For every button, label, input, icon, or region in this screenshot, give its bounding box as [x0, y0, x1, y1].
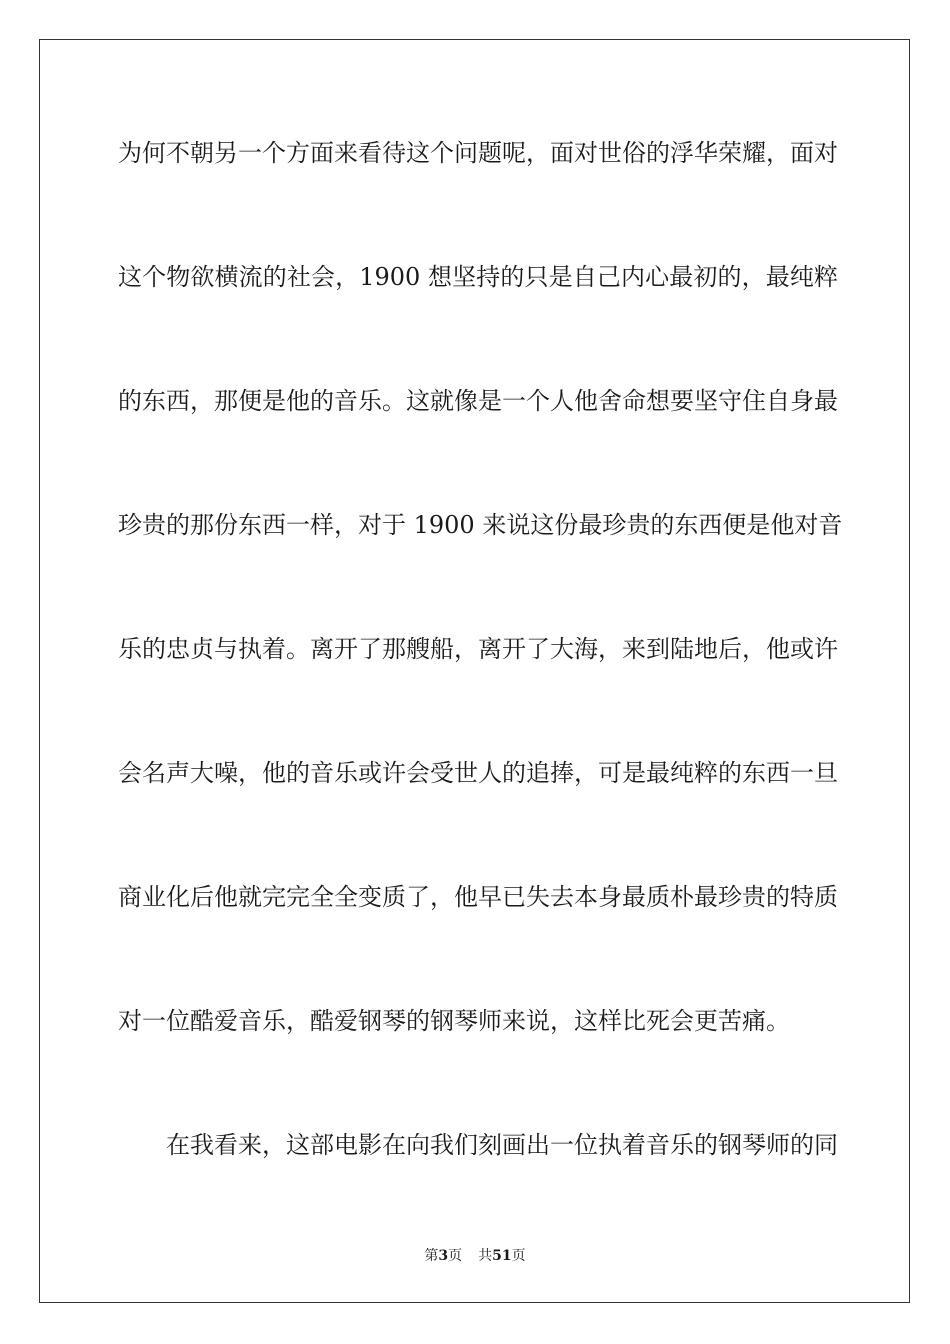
body-line-5: 乐的忠贞与执着。离开了那艘船，离开了大海，来到陆地后，他或许 [118, 635, 838, 663]
body-line-9: 在我看来，这部电影在向我们刻画出一位执着音乐的钢琴师的同 [166, 1131, 838, 1159]
page-border [39, 39, 910, 1303]
footer-page-suffix: 页 [448, 1248, 463, 1264]
footer-page-prefix: 第 [424, 1248, 439, 1264]
body-line-8: 对一位酷爱音乐，酷爱钢琴的钢琴师来说，这样比死会更苦痛。 [118, 1007, 790, 1035]
body-line-6: 会名声大噪，他的音乐或许会受世人的追捧，可是最纯粹的东西一旦 [118, 759, 838, 787]
body-line-2: 这个物欲横流的社会，1900 想坚持的只是自己内心最初的，最纯粹 [118, 263, 838, 291]
body-line-3: 的东西，那便是他的音乐。这就像是一个人他舍命想要坚守住自身最 [118, 387, 838, 415]
footer-total-pages: 51 [492, 1248, 512, 1264]
body-line-1: 为何不朝另一个方面来看待这个问题呢，面对世俗的浮华荣耀，面对 [118, 139, 838, 167]
body-line-4: 珍贵的那份东西一样，对于 1900 来说这份最珍贵的东西便是他对音 [118, 511, 843, 539]
footer-total-suffix: 页 [511, 1248, 526, 1264]
footer-total-prefix: 共 [478, 1248, 493, 1264]
footer-page-number: 3 [438, 1248, 449, 1264]
page-footer [0, 1247, 950, 1265]
body-line-7: 商业化后他就完完全全变质了，他早已失去本身最质朴最珍贵的特质 [118, 883, 838, 911]
